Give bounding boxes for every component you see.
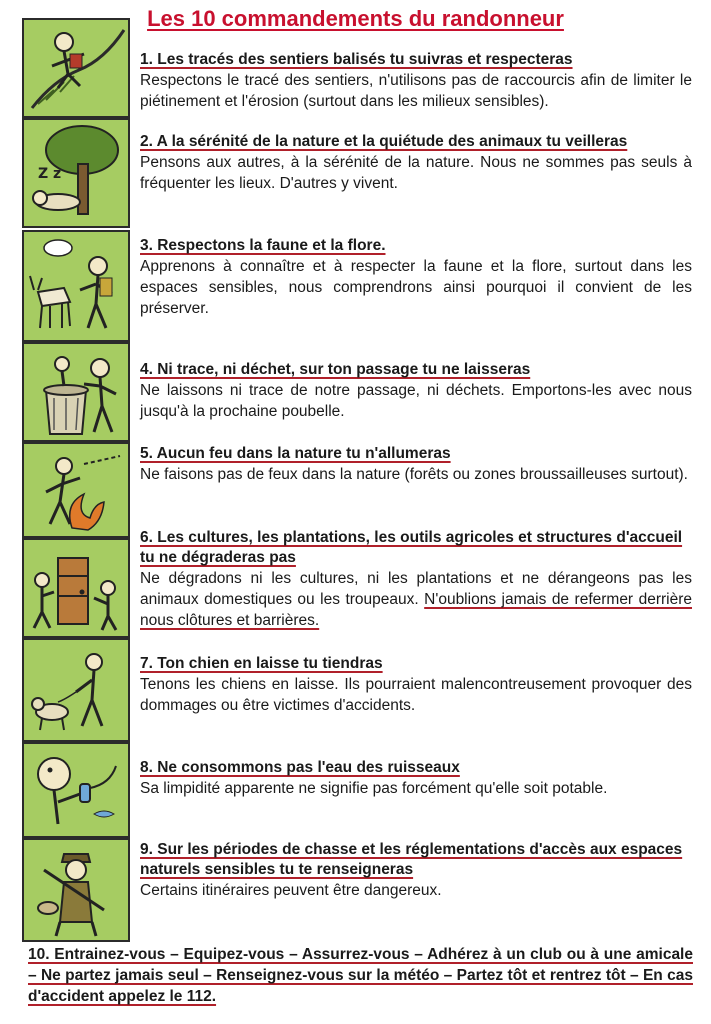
commandment-body: Apprenons à connaître et à respecter la faune et la flore, surtout dans les espaces sensibles, nous comprendrons ainsi pourquoi il convient de les préserver. [140, 258, 692, 317]
commandment-heading: 9. Sur les périodes de chasse et les réglementations d'accès aux espaces naturels sensibles tu te renseigneras [140, 841, 683, 878]
commandment-heading: 2. A la sérénité de la nature et la quiétude des animaux tu veilleras [140, 133, 628, 150]
commandment-heading: 3. Respectons la faune et la flore. [140, 237, 386, 254]
hiker-and-goat-icon [24, 232, 128, 340]
no-fire-icon [24, 444, 128, 536]
panel-5 [22, 442, 130, 538]
dog-on-leash-icon [24, 640, 128, 740]
hunter-icon [24, 840, 128, 940]
commandment-6 [140, 528, 692, 631]
trash-can-icon [24, 344, 128, 440]
commandment-body: Ne laissons ni trace de notre passage, ni déchets. Emportons-les avec nous jusqu'à la prochaine poubelle. [140, 382, 692, 420]
commandment-1 [140, 50, 692, 112]
commandment-body: Pensons aux autres, à la sérénité de la nature. Nous ne sommes pas seuls à fréquenter les lieux. D'autres y vivent. [140, 154, 692, 192]
commandment-body: Certains itinéraires peuvent être dangereux. [140, 882, 442, 899]
commandment-heading: 5. Aucun feu dans la nature tu n'allumeras [140, 445, 451, 462]
panel-8 [22, 742, 130, 838]
commandment-10-footer: 10. Entrainez-vous – Equipez-vous – Assurrez-vous – Adhérez à un club ou à une amicale – Ne partez jamais seul – Renseignez-vous sur la météo – Partez tôt et rentrez tôt – En cas d'accident appelez le 112. [28, 946, 693, 1005]
commandment-body: Tenons les chiens en laisse. Ils pourraient malencontreusement provoquer des dommages ou être victimes d'accidents. [140, 676, 692, 714]
commandment-4 [140, 360, 692, 422]
commandment-2 [140, 132, 692, 194]
commandment-body [140, 568, 692, 631]
commandment-heading: 4. Ni trace, ni déchet, sur ton passage tu ne laisseras [140, 361, 531, 378]
commandment-3 [140, 236, 692, 319]
commandment-heading: 6. Les cultures, les plantations, les outils agricoles et structures d'accueil tu ne dégraderas pas [140, 529, 683, 566]
commandment-heading: 8. Ne consommons pas l'eau des ruisseaux [140, 759, 460, 776]
hiker-downhill-icon [24, 20, 128, 116]
commandment-body: Respectons le tracé des sentiers, n'utilisons pas de raccourcis afin de limiter le piétinement et l'érosion (surtout dans les milieux sensibles). [140, 72, 692, 110]
panel-3 [22, 230, 130, 342]
commandment-body-emphasis: N'oublions jamais de refermer derrière nous clôtures et barrières. [140, 591, 692, 629]
commandment-7 [140, 654, 692, 716]
sleeping-under-tree-icon [24, 120, 128, 226]
commandment-body: Sa limpidité apparente ne signifie pas forcément qu'elle soit potable. [140, 780, 608, 797]
commandment-8 [140, 758, 692, 799]
panel-4 [22, 342, 130, 442]
commandment-9 [140, 840, 692, 901]
panel-7 [22, 638, 130, 742]
panel-2 [22, 118, 130, 228]
commandment-heading: 7. Ton chien en laisse tu tiendras [140, 655, 383, 672]
commandment-5 [140, 444, 692, 485]
svg-text:Z z: Z z [38, 166, 62, 182]
commandment-heading: 1. Les tracés des sentiers balisés tu suivras et respecteras [140, 51, 573, 68]
gate-icon [24, 540, 128, 636]
commandment-body: Ne faisons pas de feux dans la nature (forêts ou zones broussailleuses surtout). [140, 466, 688, 483]
panel-1 [22, 18, 130, 118]
drinking-water-icon [24, 744, 128, 836]
page-title: Les 10 commandements du randonneur [147, 6, 564, 31]
panel-9 [22, 838, 130, 942]
panel-6 [22, 538, 130, 638]
commandment-body-text: Ne dégradons ni les cultures, ni les plantations et ne dérangeons pas les animaux domestiques ou les troupeaux. [140, 570, 692, 608]
